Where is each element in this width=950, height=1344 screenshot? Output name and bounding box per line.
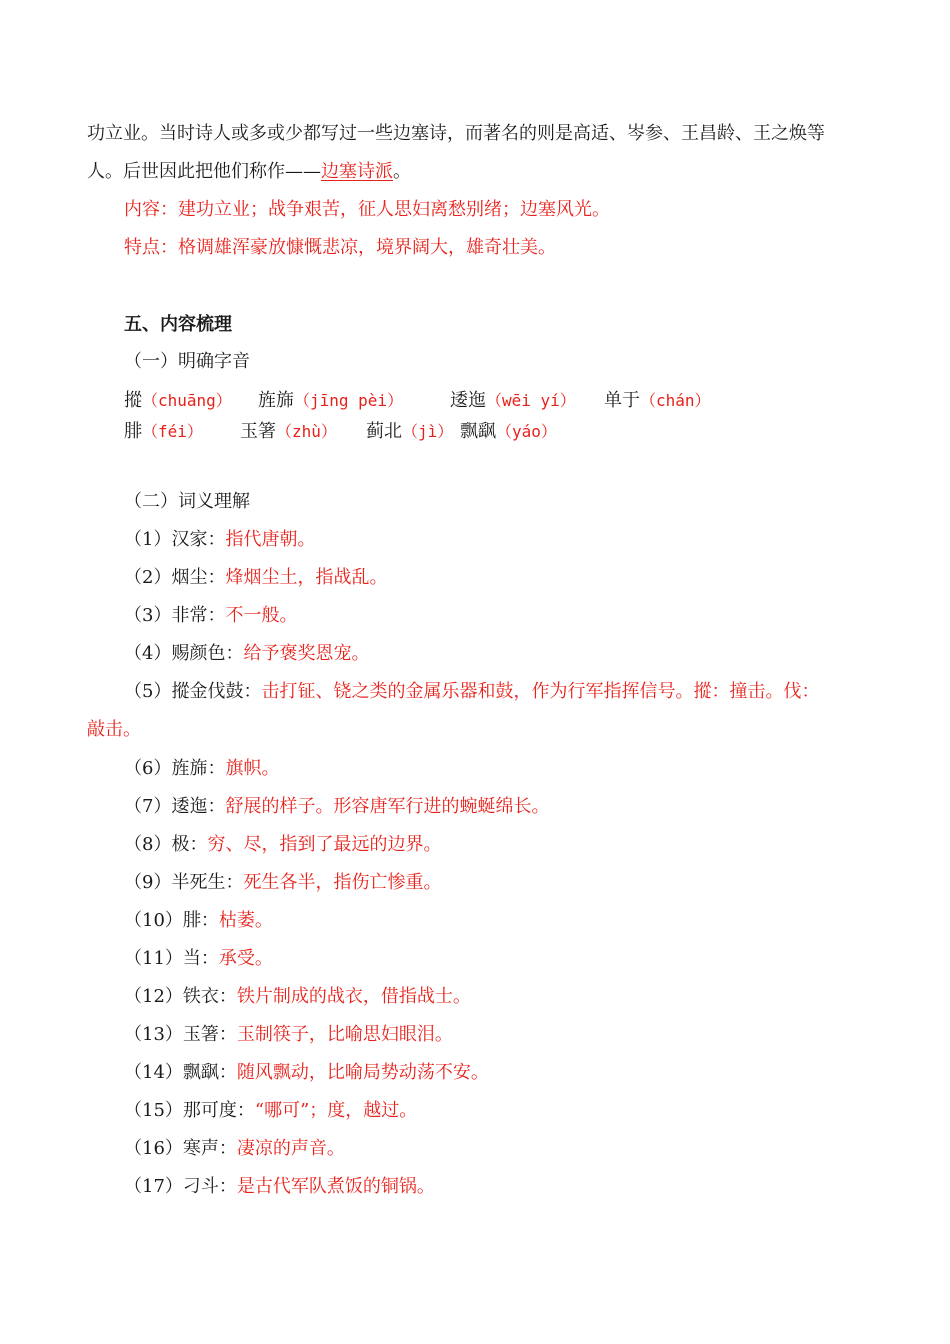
vocab-item-continuation: 敲击。: [87, 719, 141, 740]
vocab-item: （4）赐颜色：给予褒奖恩宠。: [124, 643, 370, 664]
vocab-item: （10）腓：枯萎。: [124, 910, 273, 931]
pinyin-text: （chán）: [640, 391, 711, 410]
vocab-item: （7）逶迤：舒展的样子。形容唐军行进的蜿蜒绵长。: [124, 796, 550, 817]
vocab-item: （12）铁衣：铁片制成的战衣，借指战士。: [124, 986, 471, 1007]
pinyin-item: 蓟北（jì）: [366, 421, 454, 442]
vocab-item: （16）寒声：凄凉的声音。: [124, 1138, 345, 1159]
pinyin-item: 玉箸（zhù）: [240, 421, 337, 442]
vocab-item: （8）极：穷、尽，指到了最远的边界。: [124, 834, 442, 855]
feature-text: 格调雄浑豪放慷慨悲凉，境界阔大，雄奇壮美。: [178, 237, 556, 258]
frontier-school-term: 边塞诗派: [321, 161, 393, 182]
pinyin-item: 逶迤（wēi yí）: [450, 390, 576, 411]
subsection-pronunciation: （一）明确字音: [124, 351, 250, 372]
vocab-item: （1）汉家：指代唐朝。: [124, 529, 316, 550]
pinyin-text: （chuāng）: [142, 391, 232, 410]
vocab-item: （3）非常：不一般。: [124, 605, 298, 626]
section-title: 五、内容梳理: [124, 314, 232, 335]
vocab-item: （11）当：承受。: [124, 948, 273, 969]
feature-label: 特点：: [124, 237, 178, 258]
pinyin-text: （jì）: [402, 422, 454, 441]
pinyin-item: 旌旆（jīng pèi）: [258, 390, 404, 411]
intro-line-2-suffix: 。: [393, 161, 411, 182]
intro-line-2-prefix: 人。后世因此把他们称作——: [87, 161, 321, 182]
pinyin-text: （zhù）: [276, 422, 337, 441]
pinyin-item: 飘飖（yáo）: [460, 421, 557, 442]
pinyin-item: 摐（chuāng）: [124, 390, 232, 411]
content-summary: [124, 198, 610, 222]
pinyin-text: （yáo）: [496, 422, 557, 441]
feature-summary: [124, 236, 556, 260]
vocab-item: （13）玉箸：玉制筷子，比喻思妇眼泪。: [124, 1024, 453, 1045]
subsection-vocabulary: （二）词义理解: [124, 491, 250, 512]
content-text: 建功立业；战争艰苦，征人思妇离愁别绪；边塞风光。: [178, 199, 610, 220]
intro-line-2: [87, 160, 411, 184]
content-label: 内容：: [124, 199, 178, 220]
vocab-item: （2）烟尘：烽烟尘土，指战乱。: [124, 567, 388, 588]
pinyin-text: （jīng pèi）: [294, 391, 404, 410]
intro-line-1: 功立业。当时诗人或多或少都写过一些边塞诗，而著名的则是高适、岑参、王昌龄、王之焕等: [87, 123, 825, 144]
pinyin-text: （wēi yí）: [486, 391, 576, 410]
vocab-item: （6）旌旆：旗帜。: [124, 758, 280, 779]
vocab-item: （17）刁斗：是古代军队煮饭的铜锅。: [124, 1176, 435, 1197]
pinyin-item: 腓（féi）: [124, 421, 203, 442]
pinyin-item: 单于（chán）: [604, 390, 711, 411]
pinyin-text: （féi）: [142, 422, 203, 441]
vocab-item: （5）摐金伐鼓：击打钲、铙之类的金属乐器和鼓，作为行军指挥信号。摐：撞击。伐：: [124, 681, 820, 702]
vocab-item: （9）半死生：死生各半，指伤亡惨重。: [124, 872, 442, 893]
vocab-item: （14）飘飖：随风飘动，比喻局势动荡不安。: [124, 1062, 489, 1083]
vocab-item: （15）那可度：“哪可”；度，越过。: [124, 1100, 418, 1121]
